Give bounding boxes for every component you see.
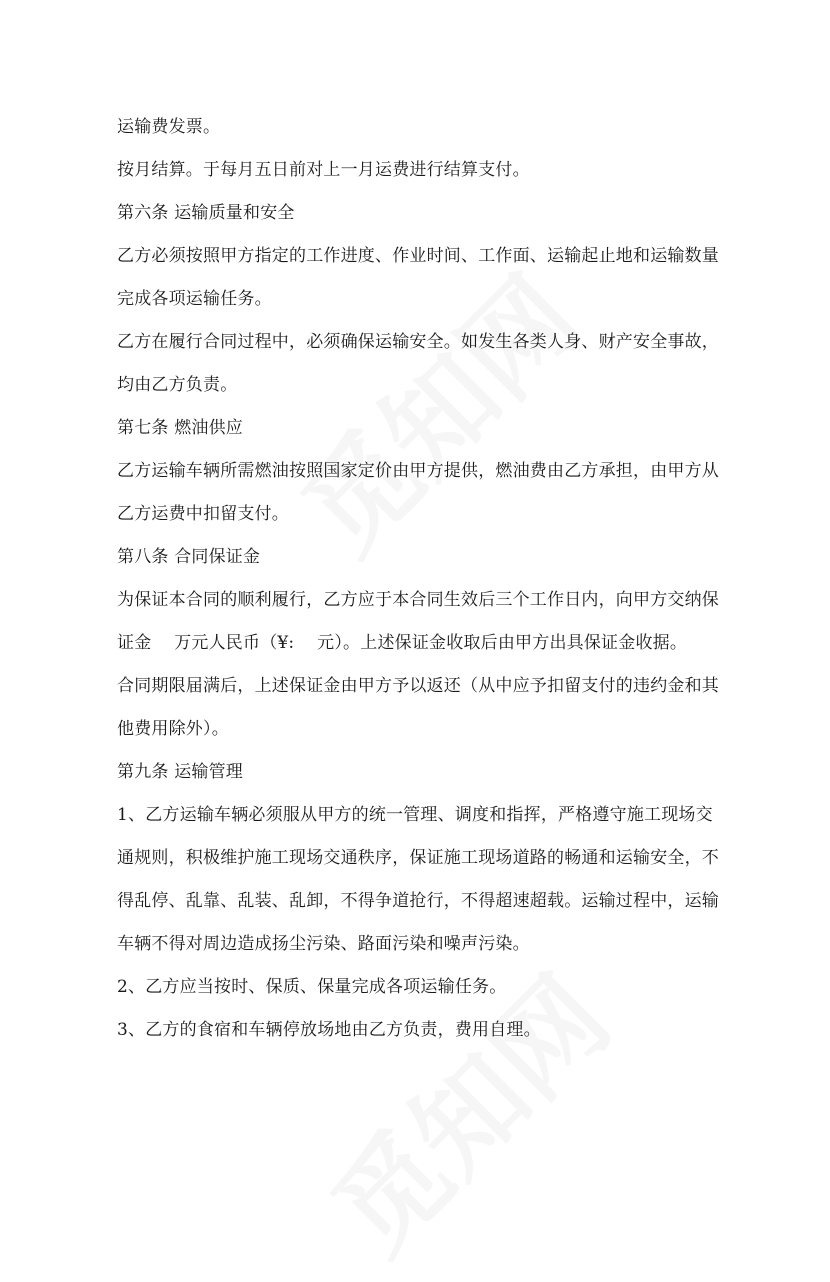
text-line: 乙方在履行合同过程中，必须确保运输安全。如发生各类人身、财产安全事故，: [117, 332, 719, 352]
section-heading: 第七条 燃油供应: [117, 418, 244, 438]
text-line: 乙方运费中扣留支付。: [117, 504, 289, 524]
section-heading: 第六条 运输质量和安全: [117, 203, 295, 223]
text-line: 3、乙方的食宿和车辆停放场地由乙方负责，费用自理。: [117, 1020, 541, 1040]
text-line: 乙方必须按照甲方指定的工作进度、作业时间、工作面、运输起止地和运输数量: [117, 246, 719, 266]
text-line: 1、乙方运输车辆必须服从甲方的统一管理、调度和指挥，严格遵守施工现场交: [117, 805, 713, 825]
text-line: 证金 万元人民币（¥: 元）。上述保证金收取后由甲方出具保证金收据。: [117, 633, 688, 653]
text-line: 按月结算。于每月五日前对上一月运费进行结算支付。: [117, 160, 530, 180]
text-line: 乙方运输车辆所需燃油按照国家定价由甲方提供，燃油费由乙方承担，由甲方从: [117, 461, 719, 481]
text-line: 运输费发票。: [117, 117, 221, 137]
text-line: 通规则，积极维护施工现场交通秩序，保证施工现场道路的畅通和运输安全，不: [117, 848, 719, 868]
text-line: 为保证本合同的顺利履行，乙方应于本合同生效后三个工作日内，向甲方交纳保: [117, 590, 719, 610]
section-heading: 第九条 运输管理: [117, 762, 244, 782]
document-body: [117, 106, 727, 1052]
text-line: 2、乙方应当按时、保质、保量完成各项运输任务。: [117, 977, 507, 997]
text-line: 得乱停、乱靠、乱装、乱卸，不得争道抢行，不得超速超载。运输过程中，运输: [117, 891, 719, 911]
text-line: 均由乙方负责。: [117, 375, 238, 395]
text-line: 车辆不得对周边造成扬尘污染、路面污染和噪声污染。: [117, 934, 530, 954]
text-line: 完成各项运输任务。: [117, 289, 272, 309]
text-line: 合同期限届满后，上述保证金由甲方予以返还（从中应予扣留支付的违约金和其: [117, 676, 719, 696]
section-heading: 第八条 合同保证金: [117, 547, 261, 567]
text-line: 他费用除外）。: [117, 719, 229, 739]
